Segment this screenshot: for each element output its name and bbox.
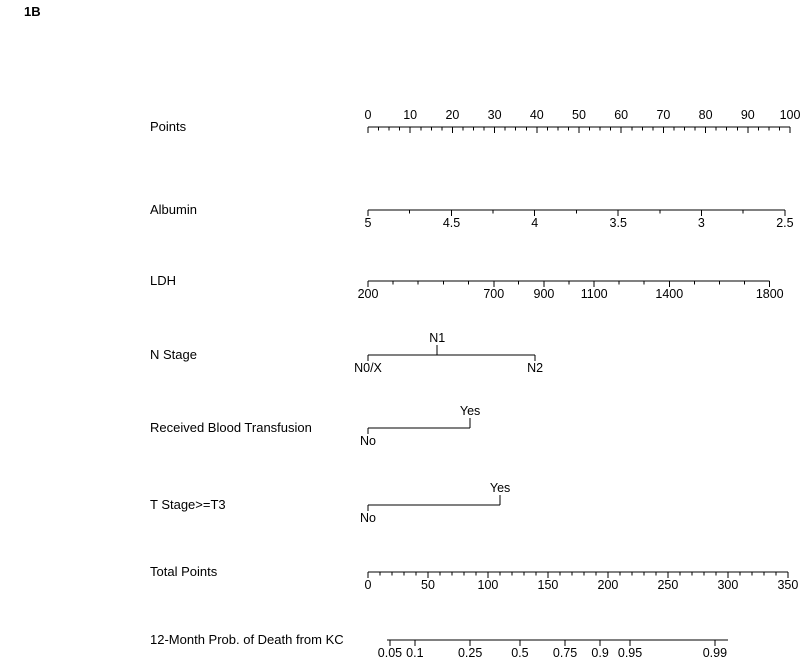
- tick-label: 80: [698, 108, 713, 122]
- axis-title: 12-Month Prob. of Death from KC: [150, 632, 344, 647]
- tick-label: 1100: [580, 287, 608, 301]
- tick-label: 20: [445, 108, 460, 122]
- tick-label: 50: [421, 578, 435, 592]
- tick-label: 2.5: [776, 216, 794, 230]
- tick-label: 0.95: [617, 646, 643, 660]
- tick-label: 150: [537, 578, 559, 592]
- axis-title: Albumin: [150, 202, 197, 217]
- axis-title: Received Blood Transfusion: [150, 420, 312, 435]
- tick-label: 1800: [755, 287, 784, 301]
- tick-label: 100: [477, 578, 499, 592]
- tick-label: Yes: [489, 481, 511, 495]
- tick-label: 50: [572, 108, 586, 122]
- tick-label: 0: [364, 108, 372, 122]
- figure-label: 1B: [24, 4, 41, 19]
- axis-title: T Stage>=T3: [150, 497, 226, 512]
- tick-label: 30: [487, 108, 502, 122]
- tick-label: 0.99: [702, 646, 728, 660]
- tick-label: 0.9: [591, 646, 609, 660]
- tick-label: 900: [533, 287, 555, 301]
- tick-label: N1: [429, 331, 446, 345]
- tick-label: N0/X: [354, 361, 382, 375]
- tick-label: 300: [717, 578, 739, 592]
- axis-title: LDH: [150, 273, 177, 288]
- tick-label: 40: [529, 108, 544, 122]
- tick-label: No: [360, 434, 376, 448]
- tick-label: 0: [364, 578, 372, 592]
- tick-label: 0.5: [511, 646, 529, 660]
- tick-label: 0.75: [552, 646, 578, 660]
- tick-label: 5: [364, 216, 372, 230]
- axis-title: Total Points: [150, 564, 218, 579]
- tick-label: 3.5: [609, 216, 627, 230]
- tick-label: 100: [779, 108, 800, 122]
- tick-label: 10: [403, 108, 418, 122]
- tick-label: 250: [657, 578, 679, 592]
- tick-label: 90: [740, 108, 755, 122]
- axis-title: N Stage: [150, 347, 197, 362]
- tick-label: 4: [531, 216, 539, 230]
- tick-label: 200: [357, 287, 379, 301]
- tick-label: 700: [483, 287, 505, 301]
- tick-label: 60: [614, 108, 629, 122]
- tick-label: 0.05: [377, 646, 403, 660]
- tick-label: N2: [527, 361, 544, 375]
- tick-label: 350: [777, 578, 799, 592]
- tick-label: 0.1: [406, 646, 424, 660]
- axis-title: Points: [150, 119, 187, 134]
- tick-label: 4.5: [442, 216, 461, 230]
- tick-label: 1400: [655, 287, 684, 301]
- tick-label: 0.25: [457, 646, 483, 660]
- tick-label: 70: [656, 108, 671, 122]
- tick-label: No: [360, 511, 376, 525]
- tick-label: 3: [697, 216, 705, 230]
- tick-label: 200: [597, 578, 619, 592]
- tick-label: Yes: [459, 404, 481, 418]
